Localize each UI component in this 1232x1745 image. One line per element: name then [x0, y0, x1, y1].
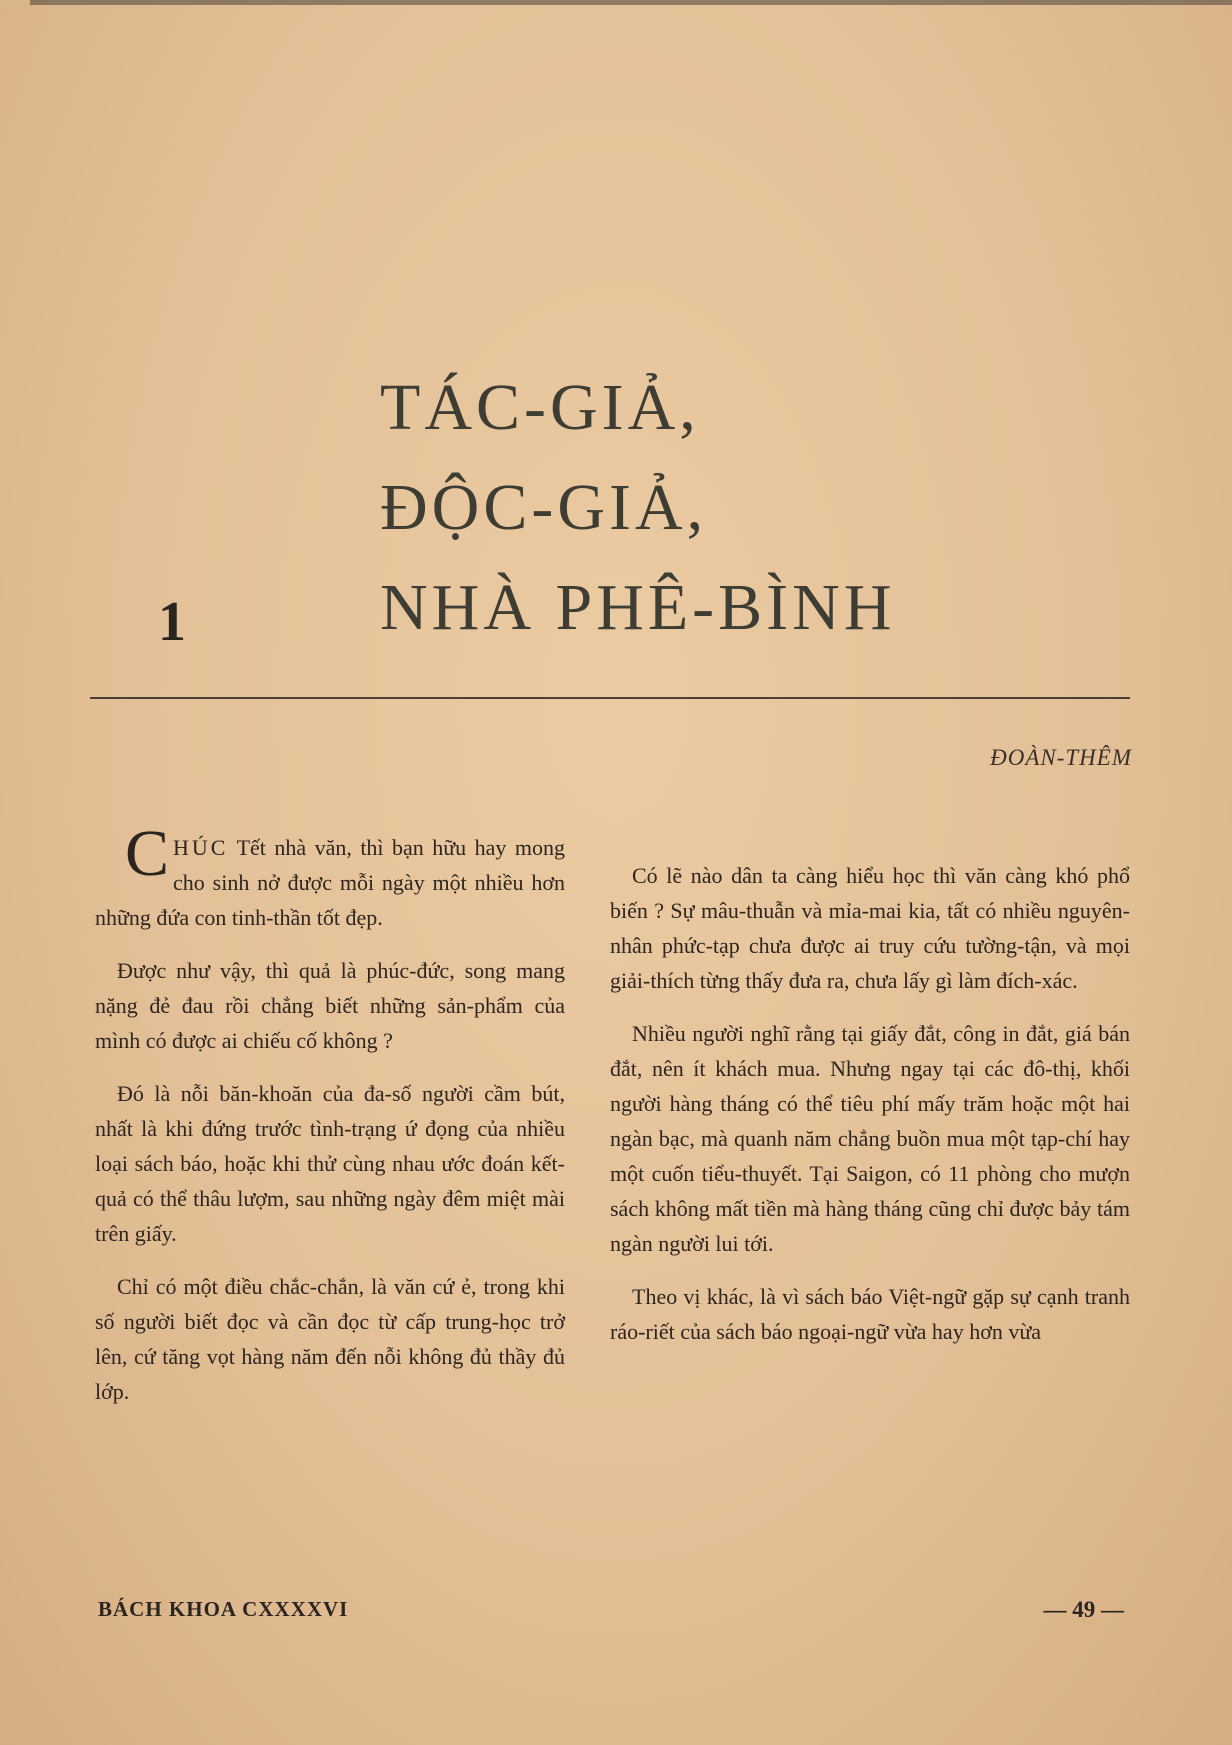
paragraph-text: Tết nhà văn, thì bạn hữu hay mong cho sinh nở được mỗi ngày một nhiều hơn những đứa con tinh-thần tốt đẹp. — [95, 835, 565, 930]
paragraph — [95, 817, 565, 935]
paragraph: Đó là nỗi băn-khoăn của đa-số người cầm bút, nhất là khi đứng trước tình-trạng ứ đọng của nhiều loại sách báo, hoặc khi thử cùng nhau ước đoán kết-quả có thể thâu lượm, sau những ngày đêm miệt mài trên giấy. — [95, 1081, 565, 1246]
paragraph: Có lẽ nào dân ta càng hiểu học thì văn càng khó phổ biến ? Sự mâu-thuẫn và mỉa-mai kia, tất có nhiều nguyên-nhân phức-tạp chưa được ai truy cứu tường-tận, và mọi giải-thích từng thấy đưa ra, chưa lấy gì làm đích-xác. — [610, 863, 1130, 993]
paragraph: Chỉ có một điều chắc-chắn, là văn cứ ẻ, trong khi số người biết đọc và cần đọc từ cấp trung-học trở lên, cứ tăng vọt hàng năm đến nỗi không đủ thầy đủ lớp. — [95, 1274, 565, 1404]
page-number: — 49 — — [1043, 1597, 1124, 1622]
title-line-2: ĐỘC-GIẢ, — [380, 471, 708, 544]
article-title — [380, 371, 1140, 675]
title-line-1: TÁC-GIẢ, — [380, 371, 700, 444]
paragraph: Theo vị khác, là vì sách báo Việt-ngữ gặp sự cạnh tranh ráo-riết của sách báo ngoại-ngữ vừa hay hơn vừa — [610, 1284, 1130, 1344]
title-divider — [90, 697, 1130, 699]
top-edge-rule — [30, 0, 1232, 5]
publication-footer: BÁCH KHOA CXXXXVI — [98, 1597, 349, 1621]
drop-cap: C — [125, 817, 170, 890]
paragraph: Được như vậy, thì quả là phúc-đức, song mang nặng đẻ đau rồi chẳng biết những sản-phẩm của mình có được ai chiếu cố không ? — [95, 958, 565, 1053]
author-name: ĐOÀN-THÊM — [990, 745, 1132, 770]
paragraph: Nhiều người nghĩ rằng tại giấy đắt, công in đắt, giá bán đắt, nên ít khách mua. Nhưng ngay tại các đô-thị, khối người hàng tháng có thể tiêu phí mấy trăm hoặc một hai ngàn bạc, mà quanh năm chẳng buồn mua một tạp-chí hay một cuốn tiểu-thuyết. Tại Saigon, có 11 phòng cho mượn sách không mất tiền mà hàng tháng cũng chỉ được bảy tám ngàn người lui tới. — [610, 1021, 1130, 1256]
left-column — [95, 817, 565, 1427]
chapter-number: 1 — [158, 591, 186, 653]
right-column — [610, 858, 1130, 1367]
lead-word: HÚC — [173, 835, 229, 860]
title-line-3: NHÀ PHÊ-BÌNH — [380, 571, 896, 644]
